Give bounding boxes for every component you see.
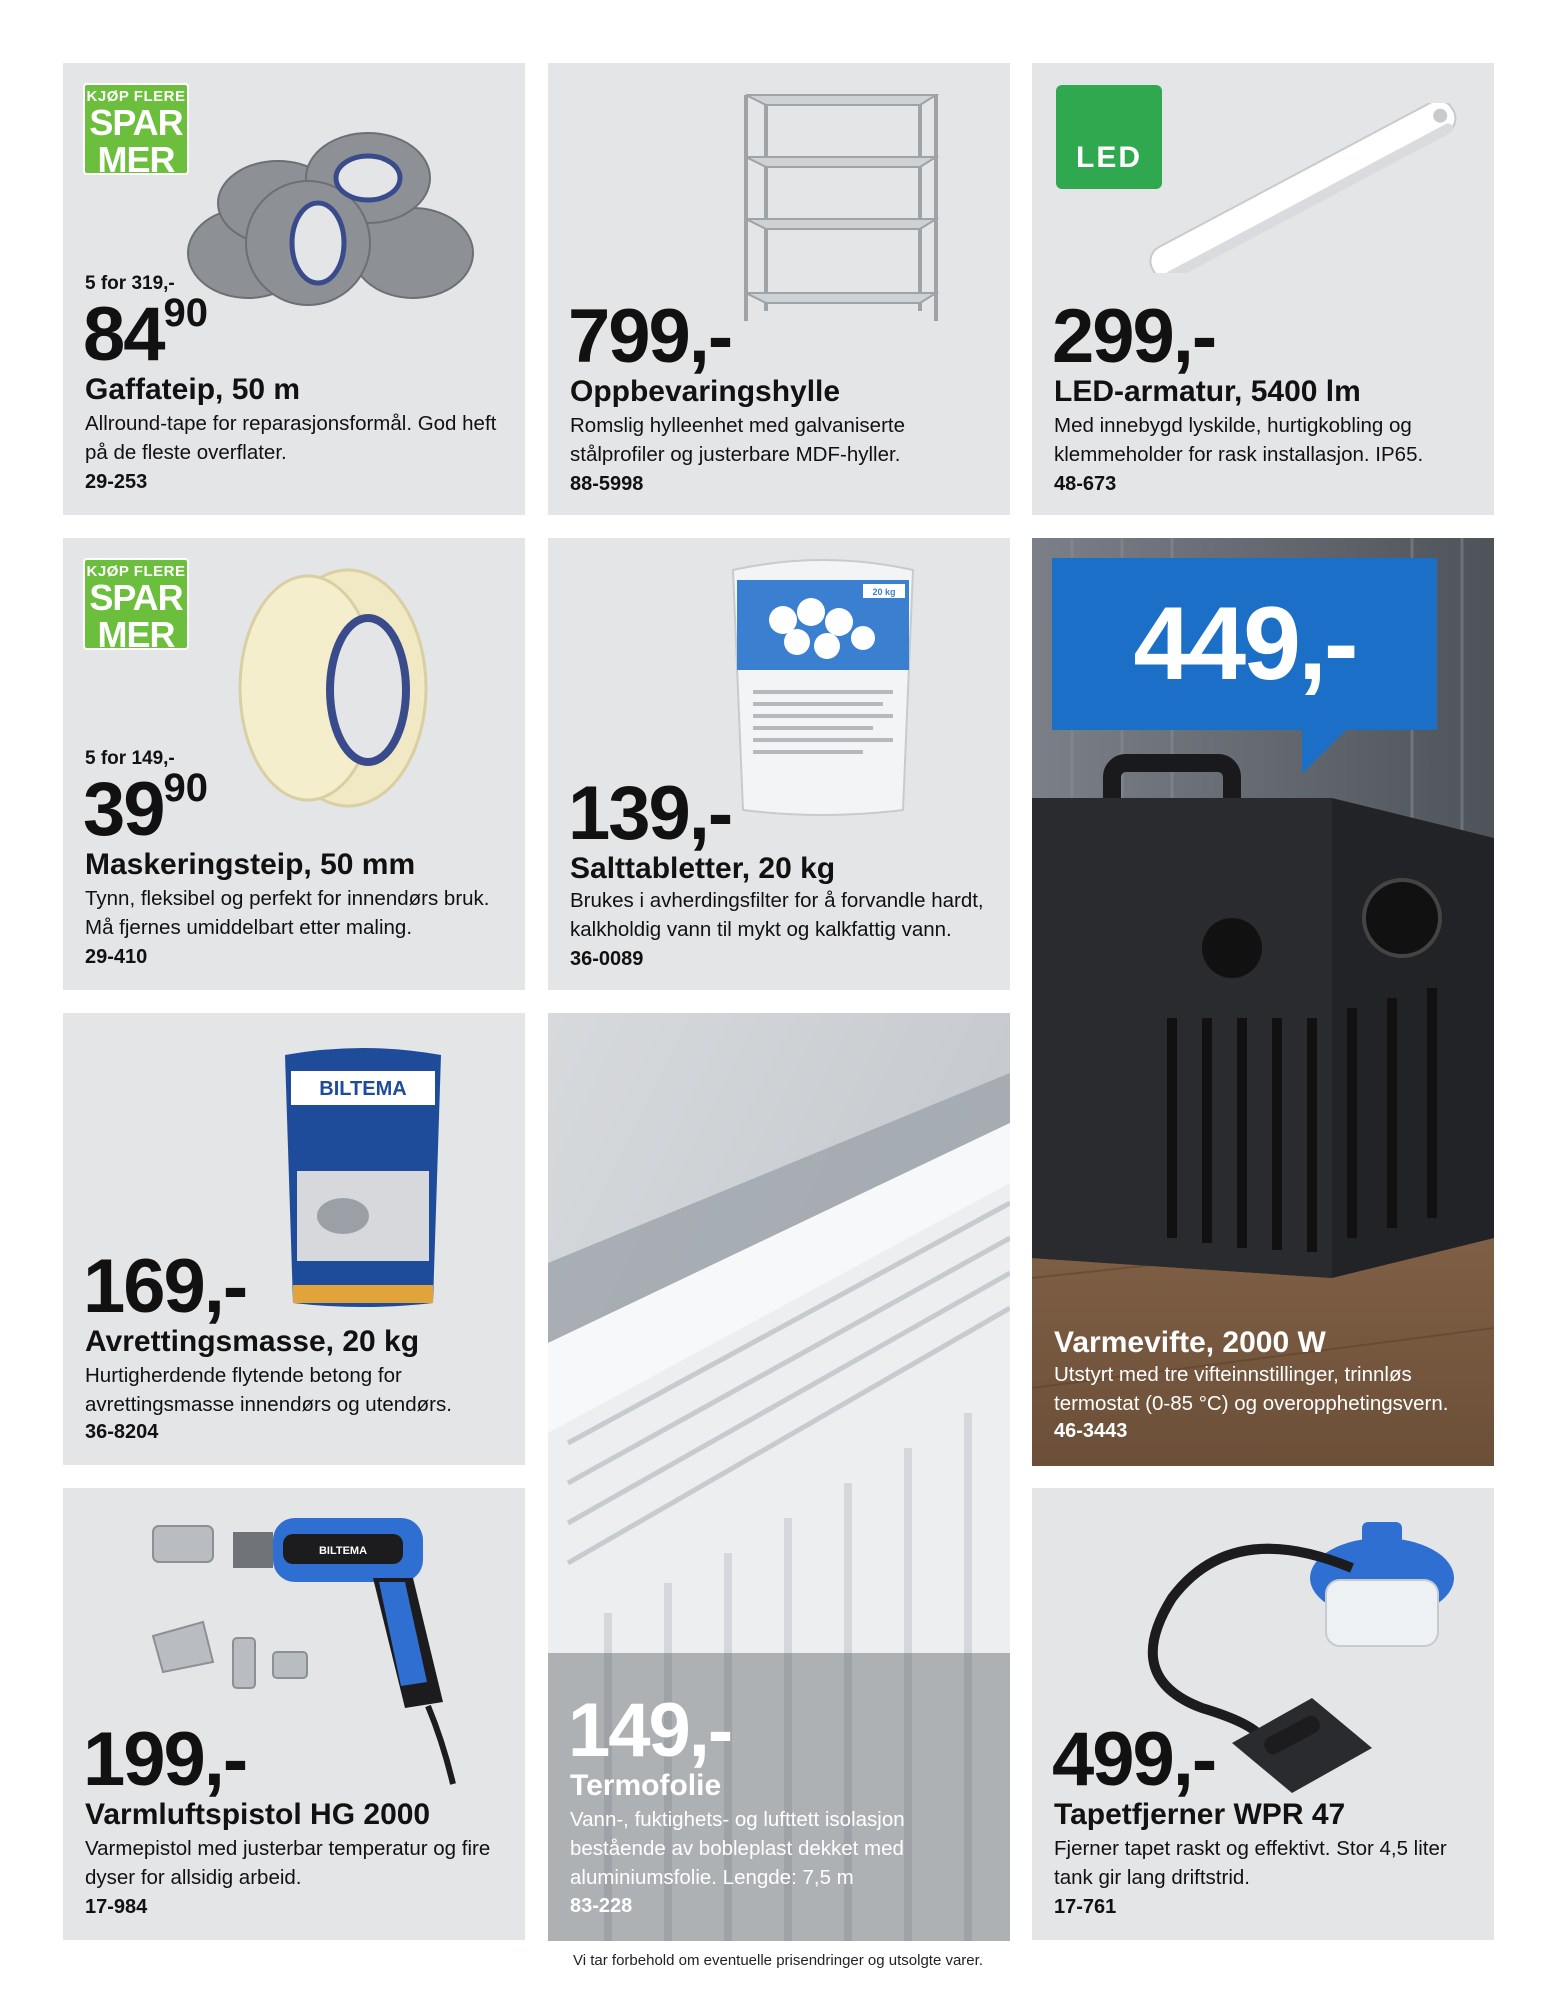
product-description: Med innebygd lyskilde, hurtigkobling og klemmeholder for rask installasjon. IP65. <box>1054 414 1424 466</box>
product-card-termofolie[interactable] <box>548 1013 1010 1941</box>
price: 199,- <box>83 1717 247 1802</box>
product-card-maskeringsteip[interactable]: KJØP FLERE SPAR MER 5 for 149,- $39^{90}$ Maskeringsteip, 50 mm Tynn, fleksibel og perfekt for innendørs bruk. Må fjernes umiddelbart etter maling. 29-410 <box>63 538 525 990</box>
product-description: Brukes i avherdingsfilter for å forvandle hardt, kalkholdig vann til mykt og kalkfattig vann. <box>570 889 984 941</box>
product-code: 17-984 <box>85 1896 148 1918</box>
product-code: 88-5998 <box>570 473 644 495</box>
duct-tape-image <box>168 103 488 323</box>
product-card-gaffateip[interactable]: KJØP FLERE SPAR MER 5 for 319,- $84^{90}$ Gaffateip, 50 m Allround-tape for reparasjonsformål. God heft på de fleste overflater. 29-253 <box>63 63 525 515</box>
product-code: 36-0089 <box>570 948 644 970</box>
product-description: Tynn, fleksibel og perfekt for innendørs bruk. Må fjernes umiddelbart etter maling. <box>85 887 490 939</box>
shelf-image <box>738 89 948 329</box>
product-description: Utstyrt med tre vifteinnstillinger, trinnløs termostat (0-85 °C) og overopphetingsvern. <box>1054 1363 1449 1415</box>
product-card-tapetfjerner[interactable] <box>1032 1488 1494 1940</box>
product-code: 29-253 <box>85 471 148 493</box>
product-card-led-armatur[interactable] <box>1032 63 1494 515</box>
product-name: Maskeringsteip, 50 mm <box>85 848 416 881</box>
product-name: Tapetfjerner WPR 47 <box>1054 1798 1346 1831</box>
product-name: LED-armatur, 5400 lm <box>1054 375 1361 408</box>
product-name: Varmluftspistol HG 2000 <box>85 1798 431 1831</box>
spar-mer-badge: KJØP FLERE SPAR MER <box>83 558 189 650</box>
led-fixture-image <box>1122 103 1482 273</box>
leveling-compound-bag-image <box>273 1041 453 1311</box>
product-description: Romslig hylleenhet med galvaniserte stålprofiler og justerbare MDF-hyller. <box>570 414 906 466</box>
spar-mer-badge: KJØP FLERE SPAR MER <box>83 83 189 175</box>
product-card-salttabletter[interactable] <box>548 538 1010 990</box>
svg-text:BILTEMA: BILTEMA <box>319 1078 407 1100</box>
product-name: Avrettingsmasse, 20 kg <box>85 1325 420 1358</box>
product-code: 83-228 <box>570 1895 633 1917</box>
product-description: Varmepistol med justerbar temperatur og fire dyser for allsidig arbeid. <box>85 1837 491 1889</box>
product-code: 46-3443 <box>1054 1420 1128 1442</box>
svg-text:BILTEMA: BILTEMA <box>318 1545 368 1557</box>
price: 149,- <box>568 1688 732 1773</box>
price-bubble: 449,- <box>1052 558 1437 730</box>
product-description: Fjerner tapet raskt og effektivt. Stor 4,5 liter tank gir lang driftstrid. <box>1054 1837 1447 1889</box>
product-code: 36-8204 <box>85 1421 159 1443</box>
product-card-avrettingsmasse[interactable] <box>63 1013 525 1465</box>
price: 169,- <box>83 1244 247 1329</box>
product-code: 29-410 <box>85 946 148 968</box>
product-description: Allround-tape for reparasjonsformål. God heft på de fleste overflater. <box>85 412 497 464</box>
product-name: Termofolie <box>570 1769 722 1802</box>
price: $39^{90}$ <box>83 766 209 852</box>
price: 299,- <box>1052 294 1216 379</box>
led-badge: LED <box>1056 85 1162 189</box>
price: 139,- <box>568 771 732 856</box>
product-card-oppbevaringshylle[interactable] <box>548 63 1010 515</box>
product-name: Salttabletter, 20 kg <box>570 852 836 885</box>
product-description: Vann-, fuktighets- og lufttett isolasjon bestående av bobleplast dekket med aluminiumsfolie. Lengde: 7,5 m <box>570 1808 905 1889</box>
disclaimer-footer: Vi tar forbehold om eventuelle prisendringer og utsolgte varer. <box>573 1952 983 1969</box>
product-card-varmluftspistol[interactable] <box>63 1488 525 1940</box>
svg-text:20 kg: 20 kg <box>872 587 896 597</box>
product-code: 48-673 <box>1054 473 1117 495</box>
price-bubble-tail <box>1302 728 1348 774</box>
masking-tape-image <box>228 558 448 818</box>
product-card-varmevifte[interactable] <box>1032 538 1494 1466</box>
product-name: Oppbevaringshylle <box>570 375 841 408</box>
price: 499,- <box>1052 1717 1216 1802</box>
product-code: 17-761 <box>1054 1896 1117 1918</box>
product-name: Gaffateip, 50 m <box>85 373 301 406</box>
price: $84^{90}$ <box>83 291 209 377</box>
salt-bag-image <box>723 550 923 820</box>
product-description: Hurtigherdende flytende betong for avrettingsmasse innendørs og utendørs. <box>85 1364 452 1416</box>
product-name: Varmevifte, 2000 W <box>1054 1326 1326 1359</box>
price: 799,- <box>568 294 732 379</box>
